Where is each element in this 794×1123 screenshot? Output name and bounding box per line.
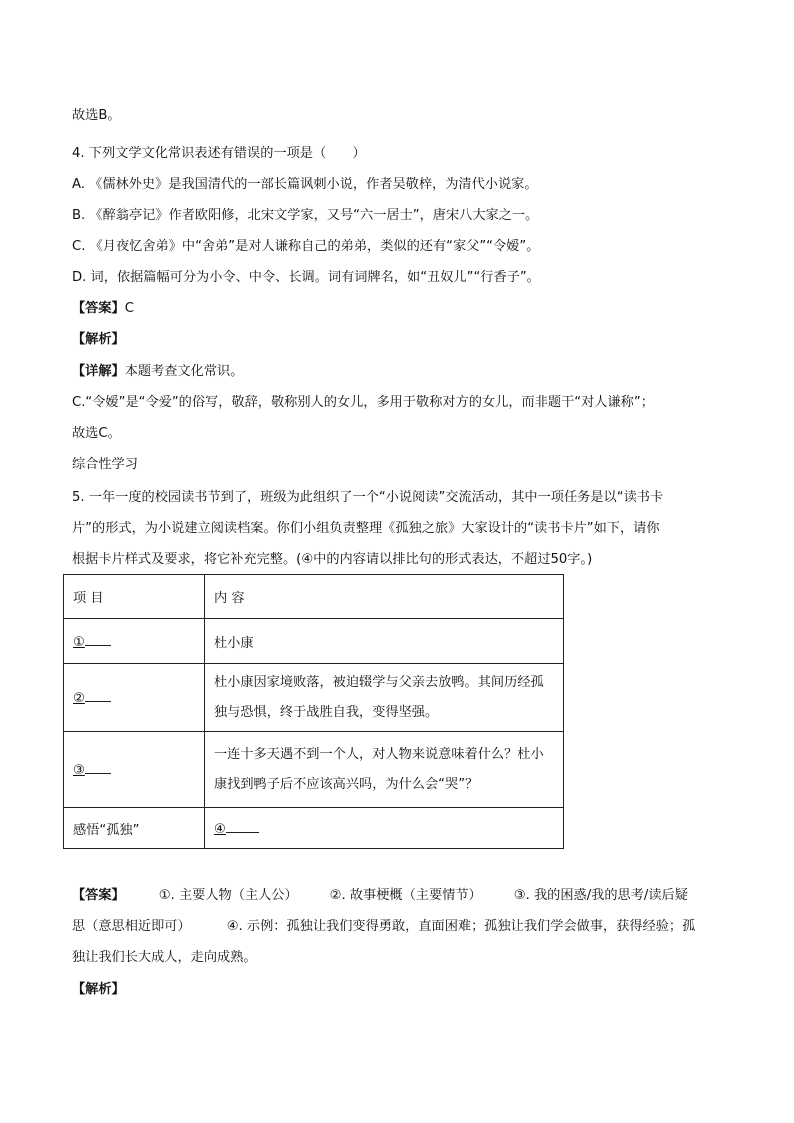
answer-2-part-1: ①. 主要人物（主人公）	[158, 888, 298, 903]
row-2-content: 杜小康因家境败落，被迫辍学与父亲去放鸭。其间历经孤 独与恐惧，终于战胜自我，变得坚强。	[205, 664, 564, 732]
blank-4	[226, 820, 259, 833]
answer-2-part-3b: 思（意思相近即可）	[72, 919, 191, 934]
answer-value: C	[124, 301, 134, 316]
row-2-label: ②	[64, 664, 205, 732]
row-1-content: 杜小康	[205, 619, 564, 664]
option-c: C. 《月夜忆舍弟》中“舍弟”是对人谦称自己的弟弟，类似的还有“家父”“令嫒”。	[72, 239, 540, 254]
answer-2-line-3: 独让我们长大成人，走向成熟。	[72, 950, 257, 965]
text-line: 故选B。	[72, 108, 121, 123]
answer-2-tag: 【答案】	[72, 888, 125, 903]
header-item: 项 目	[64, 575, 205, 619]
blank-3	[85, 761, 111, 774]
option-d: D. 词，依据篇幅可分为小令、中令、长调。词有词牌名，如“丑奴儿”“行香子”。	[72, 270, 540, 285]
explanation-c: C.“令嫒”是“令爱”的俗写，敬辞，敬称别人的女儿，多用于敬称对方的女儿，而非题干“对人谦称”；	[72, 395, 654, 410]
option-b: B. 《醉翁亭记》作者欧阳修，北宋文学家，又号“六一居士”，唐宋八大家之一。	[72, 208, 539, 223]
analysis-2-tag: 【解析】	[72, 982, 125, 997]
table-row	[64, 808, 564, 849]
detail-line	[72, 362, 243, 382]
answer-2-part-2: ②. 故事梗概（主要情节）	[329, 888, 482, 903]
table-row	[64, 732, 564, 808]
answer-2-part-4a: ④. 示例：孤独让我们变得勇敢，直面困难；孤独让我们学会做事，获得经验；孤	[226, 919, 696, 934]
table-row	[64, 619, 564, 664]
detail-text: 本题考查文化常识。	[124, 364, 244, 379]
analysis-tag: 【解析】	[72, 332, 125, 347]
question-5-line-2: 片”的形式，为小说建立阅读档案。你们小组负责整理《孤独之旅》大家设计的“读书卡片”如下，请你	[72, 521, 660, 536]
reading-card-table	[63, 574, 564, 849]
row-4-content: ④	[205, 808, 564, 849]
row-1-label: ①	[64, 619, 205, 664]
answer-2-line-2	[72, 917, 695, 937]
section-title: 综合性学习	[72, 457, 138, 472]
question-4-stem: 4. 下列文学文化常识表述有错误的一项是（ ）	[72, 146, 366, 161]
answer-2-part-3a: ③. 我的困惑/我的思考/读后疑	[513, 888, 688, 903]
option-a: A. 《儒林外史》是我国清代的一部长篇讽刺小说，作者吴敬梓，为清代小说家。	[72, 177, 538, 192]
detail-tag: 【详解】	[72, 364, 125, 379]
answer-tag: 【答案】	[72, 301, 125, 316]
row-4-label: 感悟“孤独”	[64, 808, 205, 849]
header-content: 内 容	[205, 575, 564, 619]
question-5-line-1: 5. 一年一度的校园读书节到了，班级为此组织了一个“小说阅读”交流活动，其中一项任务是以“读书卡	[72, 490, 664, 505]
answer-line	[72, 299, 134, 319]
blank-2	[85, 689, 111, 702]
row-3-content: 一连十多天遇不到一个人，对人物来说意味着什么？杜小 康找到鸭子后不应该高兴吗，为什么会“哭”？	[205, 732, 564, 808]
blank-1	[85, 633, 111, 646]
choose-c: 故选C。	[72, 426, 121, 441]
table-row	[64, 664, 564, 732]
question-5-line-3: 根据卡片样式及要求，将它补充完整。(④中的内容请以排比句的形式表达，不超过50字。)	[72, 552, 593, 567]
answer-2-line-1	[72, 886, 688, 906]
table-header-row	[64, 575, 564, 619]
row-3-label: ③	[64, 732, 205, 808]
